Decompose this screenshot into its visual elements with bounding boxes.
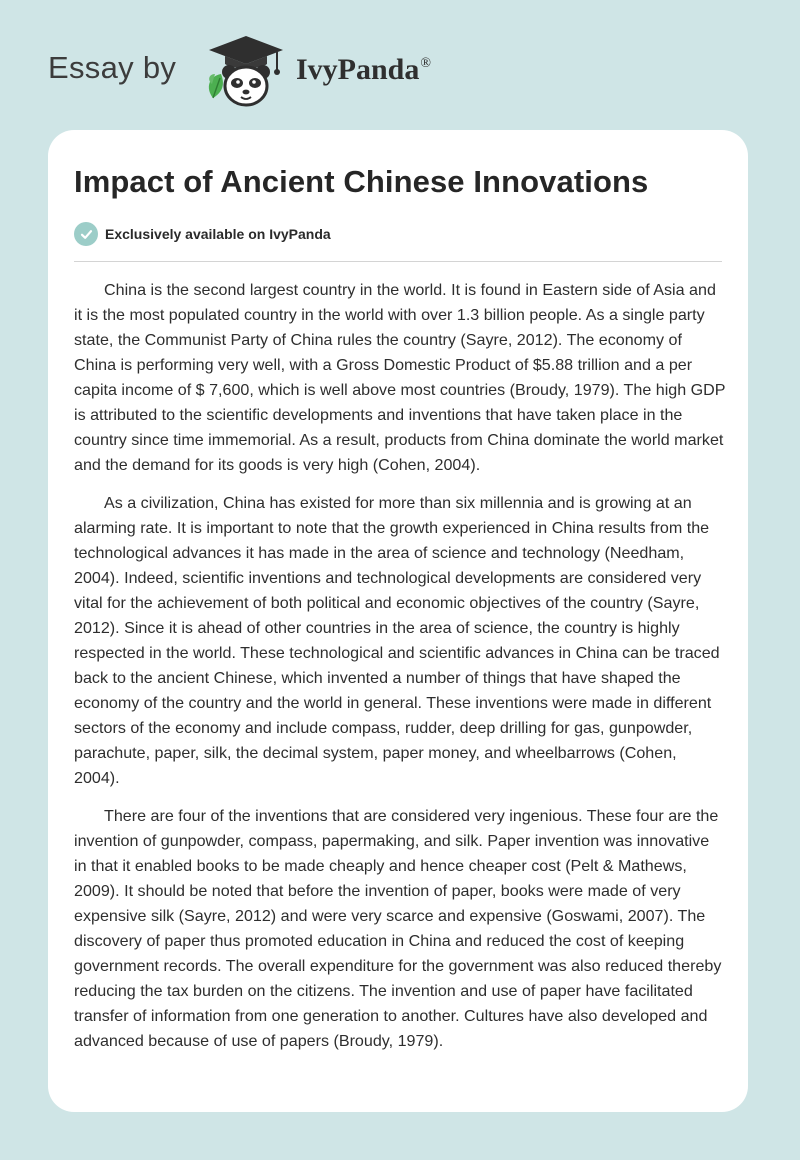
paragraph: As a civilization, China has existed for more than six millennia and is growing at an alarming rate. It is important to note that the growth experienced in China results from the technological advances it has made in the area of science and technology (Needham, 2004). Indeed, scientific inventions and technological developments are considered very vital for the achievement of both political and economic objectives of the country (Sayre, 2012). Since it is ahead of other countries in the area of science, the country is highly respected in the world. These technological and scientific advances in China can be traced back to the ancient Chinese, which invented a number of things that have shaped the economy of the country and the world in general. These inventions were made in different sectors of the economy and include compass, rudder, deep drilling for gas, gunpowder, parachute, paper, silk, the decimal system, paper money, and wheelbarrows (Cohen, 2004).: [74, 494, 720, 787]
panda-logo-icon[interactable]: [203, 34, 289, 108]
paragraph: China is the second largest country in the world. It is found in Eastern side of Asia and it is the most populated country in the world with over 1.3 billion people. As a single party state, the Communist Party of China rules the country (Sayre, 2012). The economy of China is performing very well, with a Gross Domestic Product of $5.88 trillion and a per capita income of $ 7,600, which is well above most countries (Broudy, 1979). The high GDP is attributed to the scientific developments and inventions that have taken place in the country since time immemorial. As a result, products from China dominate the world market and the demand for its goods is very high (Cohen, 2004).: [74, 281, 726, 474]
leaf-icon: [209, 74, 223, 98]
essay-card: [48, 130, 748, 1112]
essay-body: [74, 278, 726, 1067]
paragraph: There are four of the inventions that are considered very ingenious. These four are the invention of gunpowder, compass, papermaking, and silk. Paper invention was innovative in that it enabled books to be made cheaply and hence cheaper cost (Pelt & Mathews, 2009). It should be noted that before the invention of paper, books were made of very expensive silk (Sayre, 2012) and were very scarce and expensive (Goswami, 2007). The discovery of paper thus promoted education in China and reduced the cost of keeping government records. The overall expenditure for the government was also reduced thereby reducing the tax burden on the citizens. The invention and use of paper have facilitated transfer of information from one generation to another. Cultures have also developed and advanced because of use of papers (Broudy, 1979).: [74, 807, 722, 1050]
brand-name[interactable]: [296, 53, 431, 87]
essay-by-label: Essay by: [48, 50, 177, 85]
exclusive-badge: [74, 222, 331, 246]
site-header: [0, 0, 800, 130]
divider: [74, 261, 722, 262]
check-icon: [74, 222, 98, 246]
registered-mark: ®: [420, 56, 432, 71]
brand-name-text: IvyPanda: [296, 53, 420, 86]
page-title: Impact of Ancient Chinese Innovations: [74, 164, 649, 199]
badge-label: Exclusively available on IvyPanda: [105, 226, 331, 242]
